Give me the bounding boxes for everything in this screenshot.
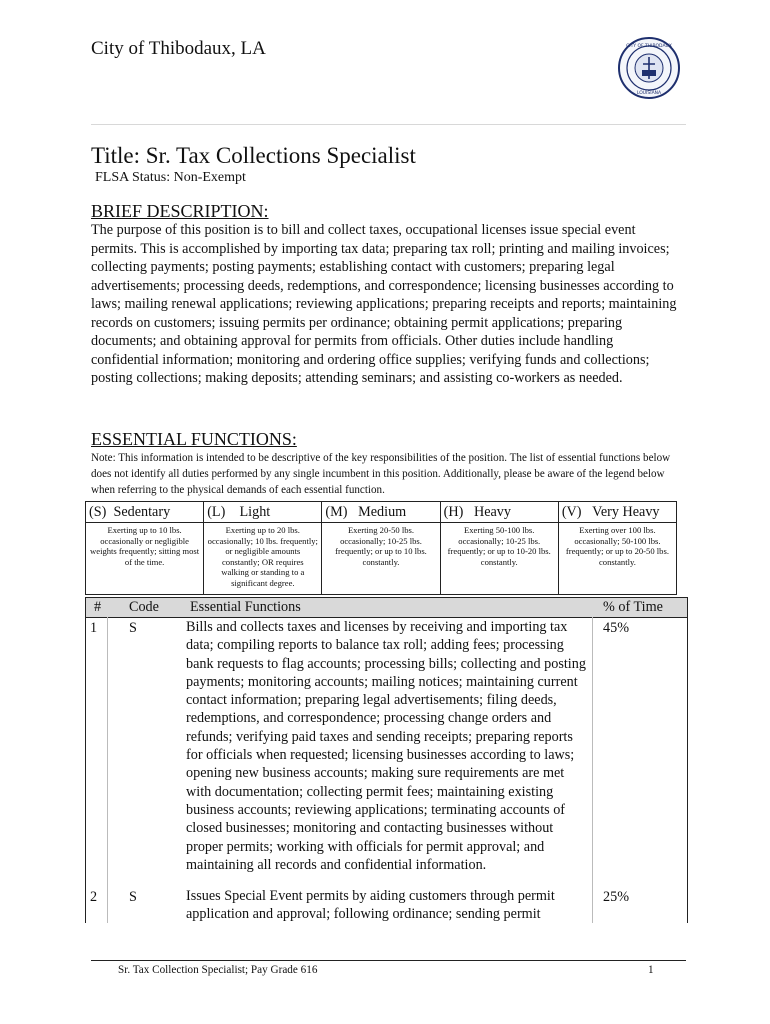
legend-name: Medium [358,504,407,520]
flsa-status: FLSA Status: Non-Exempt [95,170,246,185]
column-divider [592,617,593,923]
brief-description-heading: BRIEF DESCRIPTION: [91,201,269,221]
legend-code: (V) [561,504,582,520]
brief-description-text: The purpose of this position is to bill and collect taxes, occupational licenses issue special event permits. This is accomplished by importing tax data; preparing tax roll; printing and mailing invoices; collecting payments; posting payments; establishing contact with customers; preparing legal advertisements; processing deeds, redemptions, and correspondence; licensing businesses according to laws; mailing renewal applications; reviewing applications; preparing receipts and reports; maintaining records on customers; issuing permits per ordinance; obtaining permit applications; preparing documents; and obtaining approval for permits from officials. Other duties include handling confidential information; monitoring and ordering office supplies; verifying funds and collections; posting collections; making deposits; attending seminars; and assisting co-workers as needed. [91,222,677,386]
row-code: S [129,889,137,905]
row-function-text: Bills and collects taxes and licenses by receiving and importing tax data; compiling reports to balance tax roll; adding fees; processing bank requests to flag accounts; processing bills; collecting and posting payments; monitoring accounts; mailing notices; maintaining current contact information; preparing legal advertisements; filing deeds, redemptions, and correspondence; processing change orders and refunds; verifying paid taxes and sending receipts; preparing reports for officials when requested; licensing businesses according to laws; opening new business accounts; making sure requirements are met with documentation; collecting permit fees; maintaining existing business accounts; reviewing applications; terminating accounts of closed businesses; monitoring and contacting businesses without proper permits; working with officials for permit approval; and maintaining all records and confidential information. [186,619,586,873]
essential-functions-note: Note: This information is intended to be descriptive of the key responsibilities of the position. The list of essential functions below does not identify all duties performed by any single incumbent in this position. Additionally, please be aware of the legend below when referring to the physical demands of each essential function. [91,452,671,496]
row-num: 2 [90,889,98,905]
city-seal-logo [618,37,680,99]
essential-functions-heading: ESSENTIAL FUNCTIONS: [91,429,297,449]
column-divider [107,617,108,923]
row-function-text: Issues Special Event permits by aiding customers through permit application and approval; following ordinance; sending permit [186,888,555,923]
city-header: City of Thibodaux, LA [91,38,266,59]
legend-description: Exerting over 100 lbs. occasionally; 50-100 lbs. frequently; or up to 20-50 lbs. constantly. [565,525,669,567]
legend-code: (S) [89,504,107,520]
row-num: 1 [90,620,98,636]
legend-code: (L) [207,504,226,520]
header-divider [91,124,686,125]
essential-functions-table [85,597,688,923]
physical-demand-legend [85,501,677,595]
legend-code: (M) [325,504,348,520]
footer-text: Sr. Tax Collection Specialist; Pay Grade 616 [118,964,318,976]
job-title: Title: Sr. Tax Collections Specialist [91,143,416,168]
legend-heavy [441,502,559,594]
legend-description: Exerting up to 20 lbs. occasionally; 10 lbs. frequently; or negligible amounts constantly; OR requires walking or standing to a significant degree. [207,525,318,588]
page-number: 1 [648,964,654,976]
legend-name: Heavy [473,504,511,520]
row-percent-time: 45% [603,620,630,636]
legend-name: Sedentary [113,504,171,520]
header-num: # [94,599,102,615]
legend-sedentary [86,502,204,594]
header-percent-time: % of Time [603,599,663,615]
svg-text:CITY OF THIBODAUX: CITY OF THIBODAUX [626,44,672,49]
header-essential-functions: Essential Functions [190,599,301,615]
table-header-row [86,598,687,618]
header-code: Code [129,599,159,615]
footer-divider [91,960,686,961]
svg-text:LOUISIANA: LOUISIANA [636,91,662,96]
legend-medium [322,502,440,594]
legend-very-heavy [559,502,676,594]
legend-description: Exerting 20-50 lbs. occasionally; 10-25 lbs. frequently; or up to 10 lbs. constantly. [335,525,427,567]
legend-code: (H) [443,504,464,520]
legend-name: Light [239,504,271,520]
legend-light [204,502,322,594]
legend-description: Exerting up to 10 lbs. occasionally or negligible weights frequently; sitting most of the time. [90,525,200,567]
row-percent-time: 25% [603,889,630,905]
row-code: S [129,620,137,636]
legend-name: Very Heavy [592,504,660,520]
legend-description: Exerting 50-100 lbs. occasionally; 10-25 lbs. frequently; or up to 10-20 lbs. constantly. [447,525,551,567]
